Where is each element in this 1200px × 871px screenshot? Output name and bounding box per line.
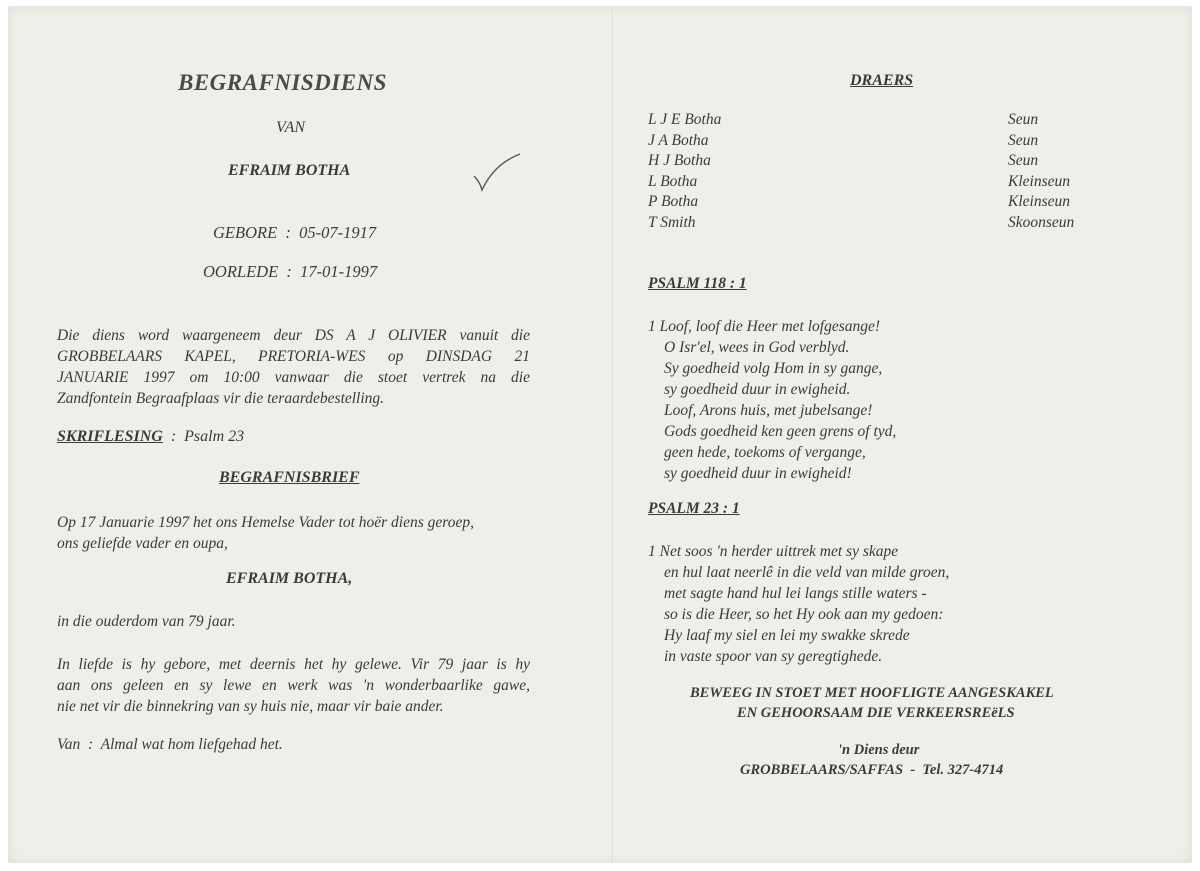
service-line: GROBBELAARS KAPEL, PRETORIA-WES op DINSDAG 21 bbox=[57, 348, 530, 365]
born-line bbox=[213, 223, 376, 243]
bearer-relation: Seun bbox=[1008, 152, 1039, 169]
reading-label: SKRIFLESING bbox=[57, 428, 163, 445]
from-sep: : bbox=[88, 736, 94, 753]
reading-sep: : bbox=[170, 428, 177, 445]
letter-name: EFRAIM BOTHA, bbox=[226, 570, 353, 587]
verse-line: Gods goedheid ken geen grens of tyd, bbox=[664, 423, 897, 440]
verse-line: Sy goedheid volg Hom in sy gange, bbox=[664, 360, 883, 377]
service-line: Zandfontein Begraafplaas vir die teraardebestelling. bbox=[57, 390, 385, 407]
verse-line: en hul laat neerlê in die veld van milde groen, bbox=[664, 564, 950, 581]
service-line: Die diens word waargeneem deur DS A J OLIVIER vanuit die bbox=[57, 327, 530, 344]
verse-line: sy goedheid duur in ewigheid. bbox=[664, 381, 851, 398]
bearer-relation: Kleinseun bbox=[1008, 193, 1070, 210]
bearer-row bbox=[648, 132, 1088, 153]
letter-body bbox=[57, 654, 530, 717]
letter-intro-line: Op 17 Januarie 1997 het ons Hemelse Vader tot hoër diens geroep, bbox=[57, 514, 474, 531]
service-paragraph bbox=[57, 325, 530, 409]
bearer-relation: Seun bbox=[1008, 111, 1039, 128]
psalm118-verse bbox=[648, 316, 896, 484]
bearer-row bbox=[648, 214, 1088, 235]
letter-body-line: nie net vir die binnekring van sy huis nie, maar vir baie ander. bbox=[57, 698, 444, 715]
bearer-row bbox=[648, 152, 1088, 173]
died-sep: : bbox=[286, 262, 292, 281]
bearers-list bbox=[648, 111, 1088, 234]
bearer-row bbox=[648, 173, 1088, 194]
bearer-relation: Kleinseun bbox=[1008, 172, 1070, 190]
bearer-row bbox=[648, 111, 1088, 132]
reading-value: Psalm 23 bbox=[184, 428, 245, 445]
from-label: Van bbox=[57, 736, 81, 753]
died-line bbox=[203, 262, 377, 282]
bearer-name: L Botha bbox=[648, 172, 698, 190]
from-line bbox=[57, 736, 283, 754]
verse-line: 1 Net soos 'n herder uittrek met sy skape bbox=[648, 543, 899, 560]
page-fold bbox=[612, 6, 614, 863]
verse-line: Hy laaf my siel en lei my swakke skrede bbox=[664, 627, 910, 644]
bearer-name: H J Botha bbox=[648, 152, 711, 169]
letter-age: in die ouderdom van 79 jaar. bbox=[57, 613, 236, 630]
born-sep: : bbox=[285, 223, 291, 242]
service-by: 'n Diens deur bbox=[838, 742, 920, 758]
bearer-name: P Botha bbox=[648, 193, 699, 210]
bearer-name: L J E Botha bbox=[648, 111, 722, 128]
bearer-relation: Seun bbox=[1008, 131, 1039, 149]
verse-line: geen hede, toekoms of vergange, bbox=[664, 444, 866, 461]
verse-line: 1 Loof, loof die Heer met lofgesange! bbox=[648, 318, 881, 335]
psalm118-heading: PSALM 118 : 1 bbox=[648, 275, 747, 292]
scripture-reading bbox=[57, 428, 244, 446]
procession-notice-1: BEWEEG IN STOET MET HOOFLIGTE AANGESKAKEL bbox=[690, 685, 1054, 701]
bearer-row bbox=[648, 193, 1088, 214]
van-label: VAN bbox=[276, 119, 306, 136]
verse-line: so is die Heer, so het Hy ook aan my gedoen: bbox=[664, 606, 944, 623]
bearer-relation: Skoonseun bbox=[1008, 213, 1075, 231]
company-line: GROBBELAARS/SAFFAS - Tel. 327-4714 bbox=[740, 762, 1004, 778]
died-date: 17-01-1997 bbox=[300, 262, 378, 281]
born-label: GEBORE bbox=[213, 223, 278, 242]
bearer-name: J A Botha bbox=[648, 131, 709, 149]
bearers-heading: DRAERS bbox=[850, 72, 914, 89]
letter-intro bbox=[57, 512, 547, 554]
service-line: JANUARIE 1997 om 10:00 vanwaar die stoet vertrek na die bbox=[57, 369, 530, 386]
bearer-name: T Smith bbox=[648, 213, 696, 231]
deceased-name: EFRAIM BOTHA bbox=[228, 162, 351, 179]
letter-body-line: aan ons geleen en sy lewe en werk was 'n wonderbaarlike gawe, bbox=[57, 677, 530, 694]
letter-heading: BEGRAFNISBRIEF bbox=[219, 469, 360, 486]
verse-line: sy goedheid duur in ewigheid! bbox=[664, 465, 852, 482]
letter-intro-line: ons geliefde vader en oupa, bbox=[57, 535, 228, 552]
checkmark-icon bbox=[468, 152, 524, 196]
letter-body-line: In liefde is hy gebore, met deernis het hy gelewe. Vir 79 jaar is hy bbox=[57, 656, 530, 673]
verse-line: O Isr'el, wees in God verblyd. bbox=[664, 339, 850, 356]
died-label: OORLEDE bbox=[203, 262, 279, 281]
from-value: Almal wat hom liefgehad het. bbox=[100, 736, 283, 753]
psalm23-verse bbox=[648, 541, 949, 667]
procession-notice-2: EN GEHOORSAAM DIE VERKEERSREëLS bbox=[737, 705, 1015, 721]
page-title: BEGRAFNISDIENS bbox=[178, 70, 387, 95]
born-date: 05-07-1917 bbox=[299, 223, 377, 242]
psalm23-heading: PSALM 23 : 1 bbox=[648, 500, 740, 517]
verse-line: Loof, Arons huis, met jubelsange! bbox=[664, 402, 873, 419]
verse-line: met sagte hand hul lei langs stille waters - bbox=[664, 585, 927, 602]
verse-line: in vaste spoor van sy geregtighede. bbox=[664, 648, 883, 665]
